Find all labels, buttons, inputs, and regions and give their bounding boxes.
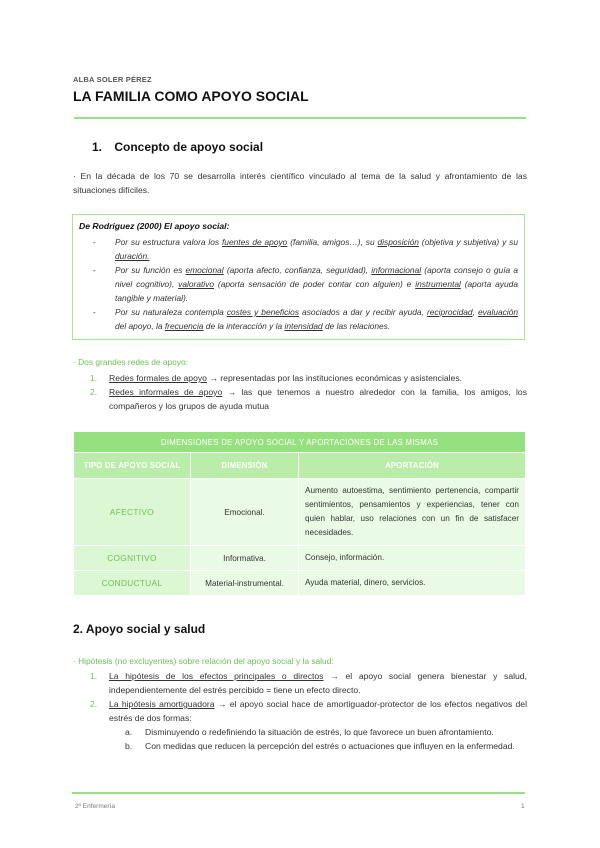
table-title: DIMENSIONES DE APOYO SOCIAL Y APORTACIONES DE LAS MISMAS [74, 432, 525, 452]
cell-dimension: Emocional. [191, 479, 298, 545]
definition-text: (familia, amigos…), su [287, 237, 378, 247]
page-number: 1 [521, 803, 525, 810]
footer-divider [72, 792, 525, 794]
network-item [73, 385, 527, 413]
item-number: 1. [90, 373, 98, 383]
underlined-term: evaluación [477, 307, 518, 317]
item-number: 2. [90, 699, 98, 709]
network-item [73, 371, 527, 385]
table-row [74, 546, 525, 570]
networks-list [73, 371, 527, 413]
cell-type: COGNITIVO [74, 546, 190, 570]
definition-text: (objetiva y subjetiva) y su [418, 237, 518, 247]
table-row [74, 479, 525, 545]
definition-text: de las relaciones. [322, 321, 391, 331]
underlined-term: costes y beneficios [226, 307, 300, 317]
definition-list [73, 235, 524, 333]
underlined-term: disposición [377, 237, 419, 247]
section-1-heading [92, 140, 263, 154]
definition-box [72, 214, 525, 340]
cell-type: AFECTIVO [74, 479, 190, 545]
item-letter: a. [125, 727, 133, 737]
underlined-term: duración. [115, 251, 150, 261]
definition-text: (aporta consejo o guía a nivel cognitivo), [115, 265, 519, 289]
definition-text: asociados a dar y recibir ayuda, [299, 307, 427, 317]
document-title: LA FAMILIA COMO APOYO SOCIAL [73, 88, 309, 104]
table-row [74, 571, 525, 595]
section-1-number: 1. [92, 140, 103, 154]
definition-text: de la interacción y la [203, 321, 285, 331]
dimensions-table [73, 431, 526, 596]
definition-text: Por su estructura valora los [115, 237, 222, 247]
hypotheses-list [73, 669, 527, 753]
network-description: → representadas por las instituciones económicas y asistenciales. [206, 373, 463, 383]
definition-text: (aporta ayuda tangible y material). [115, 279, 518, 303]
cell-dimension: Material-instrumental. [191, 571, 298, 595]
header-divider [74, 117, 526, 119]
underlined-term: instrumental [415, 279, 461, 289]
buffer-form-text: Disminuyendo o redefiniendo la situación de estrés, lo que favorece un buen afrontamiento. [145, 727, 494, 737]
definition-item [73, 305, 524, 333]
underlined-term: valorativo [178, 279, 215, 289]
buffer-forms-list [109, 725, 527, 753]
cell-type: CONDUCTUAL [74, 571, 190, 595]
section-2-heading: 2. Apoyo social y salud [73, 622, 206, 636]
intro-paragraph: · En la década de los 70 se desarrolla interés científico vinculado al tema de la salud y afrontamiento de las situaciones difíciles. [73, 171, 527, 195]
definition-text: (aporta afecto, confianza, seguridad), [223, 265, 372, 275]
column-header-contribution: APORTACIÓN [299, 453, 525, 478]
dash-bullet: - [93, 265, 96, 275]
hypothesis-term: La hipótesis amortiguadora [109, 699, 215, 709]
dash-bullet: - [93, 237, 96, 247]
network-term: Redes formales de apoyo [109, 373, 207, 383]
cell-contribution: Ayuda material, dinero, servicios. [299, 571, 525, 595]
section-1-title: Concepto de apoyo social [114, 140, 264, 154]
buffer-form-item [109, 739, 527, 753]
column-header-dimension: DIMENSIÓN [191, 453, 298, 478]
definition-item [73, 263, 524, 305]
buffer-form-text: Con medidas que reducen la percepción del estrés o actuaciones que influyen en la enfermedad. [145, 741, 515, 751]
networks-lead: · Dos grandes redes de apoyo: [73, 357, 188, 367]
definition-text: Por su función es [115, 265, 186, 275]
dash-bullet: - [93, 307, 96, 317]
hypothesis-term: La hipótesis de los efectos principales o directos [109, 671, 324, 681]
buffer-form-item [109, 725, 527, 739]
hypothesis-description: → el apoyo social hace de amortiguador-protector de los efectos negativos del estrés de dos formas: [109, 699, 527, 723]
definition-text: Por su naturaleza contempla [115, 307, 227, 317]
hypotheses-lead: · Hipótesis (no excluyentes) sobre relación del apoyo social y la salud: [73, 656, 334, 666]
column-header-type: TIPO DE APOYO SOCIAL [74, 453, 190, 478]
cell-dimension: Informativa. [191, 546, 298, 570]
underlined-term: informacional [371, 265, 422, 275]
underlined-term: fuentes de apoyo [221, 237, 288, 247]
hypothesis-description: → el apoyo social genera bienestar y salud, independientemente del estrés percibido = tiene un efecto directo. [109, 671, 527, 695]
author-name: ALBA SOLER PÉREZ [73, 75, 152, 84]
definition-box-title: De Rodriguez (2000) El apoyo social: [79, 221, 230, 231]
underlined-term: intensidad [284, 321, 323, 331]
definition-text: , [472, 307, 478, 317]
definition-text: del apoyo, la [115, 321, 165, 331]
item-number: 2. [90, 387, 98, 397]
footer-course: 2º Enfermería [75, 803, 115, 810]
underlined-term: reciprocidad [426, 307, 473, 317]
underlined-term: emocional [185, 265, 224, 275]
network-term: Redes informales de apoyo [109, 387, 223, 397]
hypothesis-item [73, 697, 527, 753]
hypothesis-item [73, 669, 527, 697]
definition-text: (aporta sensación de poder contar con alguien) e [214, 279, 416, 289]
definition-item [73, 235, 524, 263]
item-letter: b. [125, 741, 133, 751]
network-description: → las que tenemos a nuestro alrededor con la familia, los amigos, los compañeros y los grupos de ayuda mutua [109, 387, 528, 411]
cell-contribution: Aumento autoestima, sentimiento pertenencia, compartir sentimientos, pensamientos y experiencias, tener con quien hablar, uso relaciones con un fin de satisfacer necesidades. [299, 479, 525, 545]
underlined-term: frecuencia [164, 321, 204, 331]
cell-contribution: Consejo, información. [299, 546, 525, 570]
item-number: 1. [90, 671, 98, 681]
